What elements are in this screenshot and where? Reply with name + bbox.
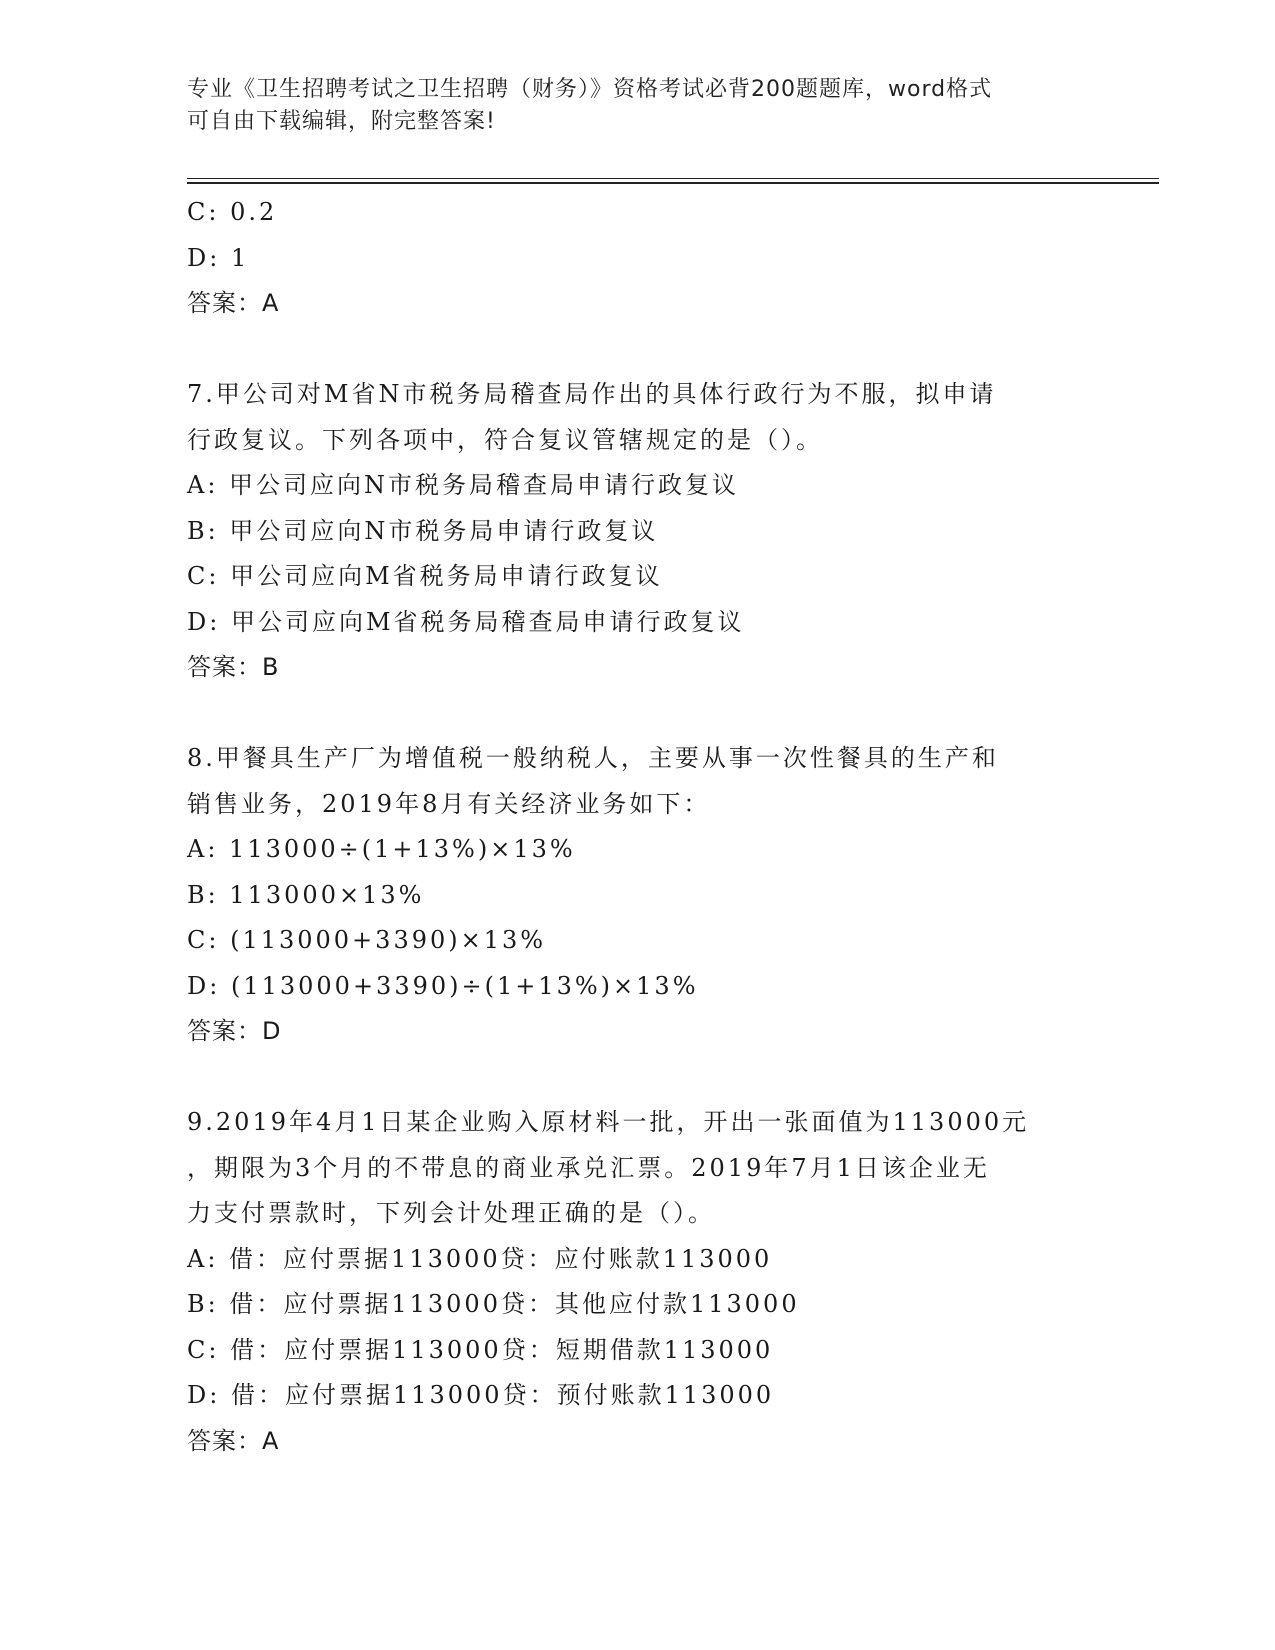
q6-option-c: C: 0.2: [187, 198, 278, 226]
q9-option-a: A: 借：应付票据113000贷：应付账款113000: [187, 1244, 773, 1273]
q6-answer: 答案：A: [187, 289, 280, 317]
q7-stem-line-2: 行政复议。下列各项中，符合复议管辖规定的是（）。: [187, 425, 823, 454]
header-line-2: 可自由下载编辑，附完整答案!: [187, 109, 496, 134]
q7-answer: 答案：B: [187, 653, 280, 681]
q8-option-b: B: 113000×13%: [187, 880, 425, 909]
q8-option-c: C: (113000+3390)×13%: [187, 926, 547, 954]
spacer: [187, 1055, 1087, 1101]
q7-stem-line-1: 7.甲公司对M省N市税务局稽查局作出的具体行政行为不服，拟申请: [187, 380, 997, 408]
q9-answer: 答案：A: [187, 1426, 280, 1455]
q9-option-d: D: 借：应付票据113000贷：预付账款113000: [187, 1381, 775, 1409]
q8-stem-line-1: 8.甲餐具生产厂为增值税一般纳税人，主要从事一次性餐具的生产和: [187, 744, 999, 772]
question-7: [187, 372, 1087, 691]
q7-option-c: C: 甲公司应向M省税务局申请行政复议: [187, 562, 663, 590]
q9-stem-line-3: 力支付票款时，下列会计处理正确的是（）。: [187, 1199, 715, 1227]
document-header: [187, 74, 1067, 138]
question-content: [187, 190, 1087, 1464]
q7-option-a: A: 甲公司应向N市税务局稽查局申请行政复议: [187, 471, 740, 499]
q9-option-c: C: 借：应付票据113000贷：短期借款113000: [187, 1335, 774, 1364]
question-9: [187, 1100, 1087, 1464]
question-6: [187, 190, 1087, 327]
spacer: [187, 691, 1087, 737]
q8-option-a: A: 113000÷(1+13%)×13%: [187, 835, 576, 863]
q7-option-b: B: 甲公司应向N市税务局申请行政复议: [187, 516, 659, 545]
header-divider-thick: [187, 182, 1159, 184]
q9-option-b: B: 借：应付票据113000贷：其他应付款113000: [187, 1290, 800, 1318]
q9-stem-line-1: 9.2019年4月1日某企业购入原材料一批，开出一张面值为113000元: [187, 1108, 1030, 1136]
q8-option-d: D: (113000+3390)÷(1+13%)×13%: [187, 971, 699, 1000]
q6-option-d: D: 1: [187, 243, 250, 272]
header-divider-thin: [187, 178, 1159, 179]
header-line-1: 专业《卫生招聘考试之卫生招聘（财务）》资格考试必背200题题库，word格式: [187, 77, 993, 102]
q9-stem-line-2: ，期限为3个月的不带息的商业承兑汇票。2019年7月1日该企业无: [187, 1153, 990, 1182]
q7-option-d: D: 甲公司应向M省税务局稽查局申请行政复议: [187, 607, 745, 636]
spacer: [187, 327, 1087, 373]
q8-answer: 答案：D: [187, 1017, 282, 1045]
question-8: [187, 736, 1087, 1055]
q8-stem-line-2: 销售业务，2019年8月有关经济业务如下：: [187, 789, 711, 818]
